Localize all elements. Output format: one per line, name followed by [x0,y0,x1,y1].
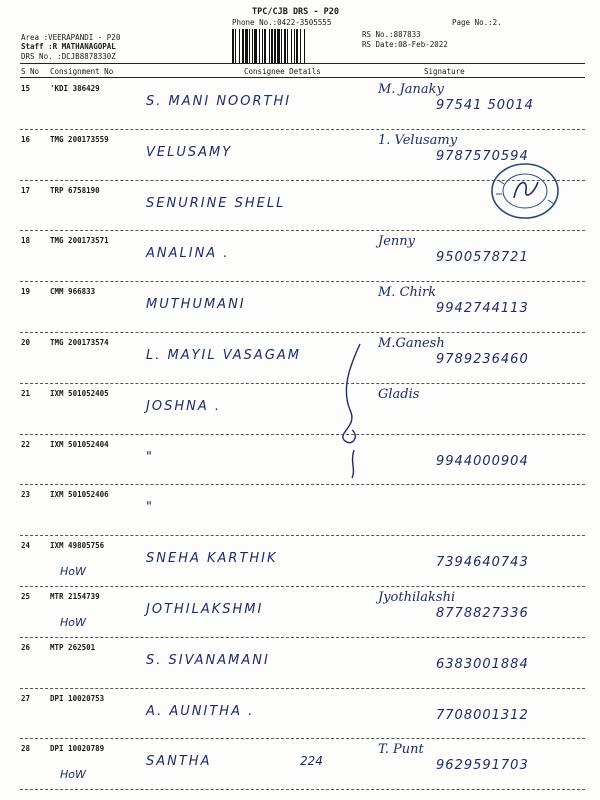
barcode-bar [287,29,288,63]
recipient-phone: 9789236460 [436,352,529,367]
barcode-bar [262,29,263,63]
table-row [0,80,600,131]
consignee-name: " [146,449,154,465]
document-title: TPC/CJB DRS - P20 [252,7,339,17]
consignment-number: TMG 200173571 [50,236,109,246]
barcode-bar [264,29,266,63]
col-consignee: Consignee Details [244,67,321,76]
area-label: Area :VEERAPANDI - P20 [21,33,121,42]
barcode-bar [291,29,292,63]
delivery-mark: HoW [60,565,86,579]
serial-number: 20 [21,338,31,347]
serial-number: 19 [21,287,31,297]
table-row [0,334,600,385]
consignee-name: " [146,500,154,516]
barcode [232,29,350,63]
recipient-phone: 9944000904 [436,453,529,469]
serial-number: 22 [21,439,31,449]
staff-label: Staff :R MATHANAGOPAL [21,42,116,51]
col-consignment: Consignment No [50,67,114,76]
recipient-phone: 9942744113 [436,301,529,317]
consignment-number: DPI 10020753 [50,693,105,703]
consignment-number: TMG 200173559 [50,134,109,144]
barcode-bar [245,29,248,63]
table-row [0,740,600,791]
consignee-name: VELUSAMY [146,144,233,160]
serial-number: 27 [21,693,31,703]
row-divider [20,637,585,638]
table-row [0,385,600,436]
barcode-bar [259,29,260,63]
barcode-bar [269,29,270,63]
consignee-name: S. SIVANAMANI [146,652,270,668]
row-divider [20,484,585,485]
serial-number: 21 [21,388,31,398]
consignment-number: TMG 200173574 [50,338,109,347]
serial-number: 26 [21,642,31,652]
serial-number: 23 [21,490,31,500]
recipient-phone: 8778827336 [436,606,529,621]
recipient-phone: 9787570594 [436,148,529,164]
barcode-bar [294,29,295,63]
consignment-number: MTR 2154739 [50,592,100,601]
barcode-bar [249,29,250,63]
delivery-mark: HoW [60,768,86,782]
consignment-number: DPI 10020789 [50,744,105,754]
serial-number: 24 [21,541,31,551]
row-divider [20,281,585,282]
header-rule-bottom [20,77,585,78]
consignee-name: S. MANI NOORTHI [146,94,292,109]
barcode-bar [304,29,305,63]
phone-number: Phone No.:0422-3505555 [232,18,332,27]
consignee-name: JOTHILAKSHMI [146,602,264,617]
barcode-bar [277,29,280,63]
recipient-phone: 9629591703 [436,758,529,774]
table-row [0,537,600,588]
page-number: Page No.:2. [452,18,502,27]
consignee-name: ANALINA . [146,246,230,262]
recipient-phone: 97541 50014 [436,98,534,113]
row-divider [20,129,585,130]
row-divider [20,383,585,384]
row-divider [20,332,585,333]
serial-number: 15 [21,84,31,93]
serial-number: 18 [21,236,31,246]
row-divider [20,738,585,739]
recipient-signature: Jenny [378,234,415,250]
rs-number: RS No.:887833 [362,30,421,39]
header-rule-top [20,63,585,64]
barcode-bar [239,29,240,63]
recipient-signature: Jyothilakshi [378,590,456,605]
serial-number: 28 [21,744,31,754]
recipient-phone: 9500578721 [436,250,529,266]
barcode-bar [232,29,234,63]
recipient-signature: 1. Velusamy [378,132,458,148]
row-divider [20,434,585,435]
barcode-bar [284,29,286,63]
table-row [0,436,600,487]
barcode-bar [235,29,236,63]
serial-number: 17 [21,185,31,195]
consignment-number: TRP 6758190 [50,185,100,195]
row-divider [20,230,585,231]
delivery-mark: HoW [60,616,86,629]
recipient-signature: M. Janaky [378,82,444,97]
recipient-signature: M.Ganesh [378,336,445,351]
serial-number: 16 [21,134,31,144]
recipient-signature: Gladis [378,386,420,402]
recipient-phone: 7394640743 [436,555,529,571]
consignee-name: SNEHA KARTHIK [146,551,278,567]
consignment-number: 'KDI 386429 [50,84,100,93]
consignment-number: MTP 262501 [50,642,96,652]
table-row [0,690,600,741]
delivery-stamp [488,160,562,222]
consignee-name: MUTHUMANI [146,297,246,313]
recipient-phone: 6383001884 [436,656,529,672]
consignee-name: A. AUNITHA . [146,703,255,719]
barcode-bar [242,29,244,63]
table-row [0,588,600,639]
consignment-number: IXM 501052406 [50,490,109,500]
barcode-bar [271,29,273,63]
consignee-name: JOSHNA . [146,398,221,414]
col-signature: Signature [424,67,465,76]
consignee-name: SENURINE SHELL [146,195,286,211]
barcode-bar [254,29,257,63]
pen-scribble [330,340,370,480]
consignment-number: IXM 501052405 [50,388,109,398]
row-divider [20,688,585,689]
col-sno: S No [21,67,40,76]
consignment-number: IXM 501052404 [50,439,109,449]
rs-date: RS Date:08-Feb-2022 [362,40,448,49]
barcode-bar [281,29,282,63]
barcode-bar [300,29,301,63]
table-row [0,232,600,283]
row-divider [20,789,585,790]
row-divider [20,586,585,587]
consignment-number: IXM 49805756 [50,541,105,551]
consignee-name: L. MAYIL VASAGAM [146,348,301,363]
table-row [0,283,600,334]
table-row [0,639,600,690]
consignee-name: SANTHA [146,754,212,770]
consignment-number: CMM 966833 [50,287,96,297]
barcode-bar [296,29,298,63]
recipient-signature: T. Punt [378,742,424,758]
recipient-phone: 7708001312 [436,707,529,723]
consignee-extra: 224 [300,754,323,769]
drs-number: DRS No. :DCJB8878330Z [21,52,116,61]
table-row [0,486,600,537]
barcode-bar [274,29,276,63]
serial-number: 25 [21,592,31,601]
barcode-bar [252,29,253,63]
recipient-signature: M. Chirk [378,285,437,301]
row-divider [20,535,585,536]
